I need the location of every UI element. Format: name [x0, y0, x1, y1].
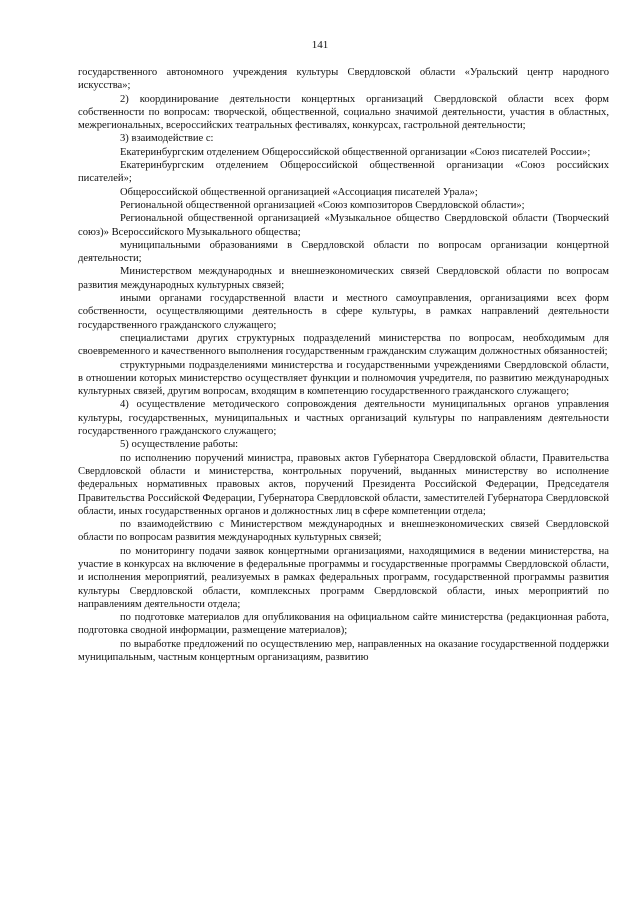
- paragraph: по выработке предложений по осуществлению мер, направленных на оказание государственной поддержки муниципальным, частным концертным организациям, развитию: [78, 638, 609, 664]
- paragraph: государственного автономного учреждения культуры Свердловской области «Уральский центр народного искусства»;: [78, 67, 609, 92]
- paragraph: Региональной общественной организацией «Музыкальное общество Свердловской области (Творческий союз)» Всероссийского Музыкального общества;: [78, 213, 609, 238]
- paragraph: Министерством международных и внешнеэкономических связей Свердловской области по вопросам развития международных культурных связей;: [78, 266, 609, 291]
- paragraph: по мониторингу подачи заявок концертными организациями, находящимися в ведении министерства, на участие в конкурсах на включение в федеральные программы и государственные программы Свердловской области, и исполнения мероприятий, реализуемых в рамках федеральных программ, государственной программы развития культуры Свердловской области, комплексных программ Свердловской области, иных мероприятий по направлениям деятельности отдела;: [78, 545, 609, 610]
- paragraph: 3) взаимодействие с:: [120, 133, 214, 145]
- paragraph: 5) осуществление работы:: [120, 439, 239, 451]
- paragraph: Общероссийской общественной организацией «Ассоциация писателей Урала»;: [120, 186, 478, 198]
- paragraph: иными органами государственной власти и местного самоуправления, организациями всех форм собственности, осуществляющими деятельность в сфере культуры, в рамках направлений деятельности государственного гражданского служащего;: [78, 293, 609, 331]
- page-number: 141: [311, 39, 329, 51]
- paragraph: по исполнению поручений министра, правовых актов Губернатора Свердловской области, Правительства Свердловской области и министерства, контрольных поручений, выданных министерству во исполнение федеральных нормативных правовых актов, поручений Президента Российской Федерации, Председателя Правительства Российской Федерации, Губернатора Свердловской области, заместителей Губернатора Свердловской области, иных государственных органов и должностных лиц в сфере компетенции отдела;: [78, 452, 609, 517]
- paragraph: по подготовке материалов для опубликования на официальном сайте министерства (редакционная работа, подготовка сводной информации, размещение материалов);: [78, 612, 609, 637]
- paragraph: 4) осуществление методического сопровождения деятельности муниципальных органов управления культуры, государственных, муниципальных и частных организаций культуры по направлениям деятельности государственного гражданского служащего;: [78, 399, 609, 438]
- paragraph: Екатеринбургским отделением Общероссийской общественной организации «Союз российских писателей»;: [78, 160, 609, 185]
- paragraph: муниципальными образованиями в Свердловской области по вопросам организации концертной деятельности;: [78, 239, 609, 265]
- paragraph: Екатеринбургским отделением Общероссийской общественной организации «Союз писателей России»;: [120, 146, 591, 158]
- paragraph: 2) координирование деятельности концертных организаций Свердловской области всех форм собственности по вопросам: творческой, общественной, социально значимой деятельности, участия в областных, межрегиональных, всероссийских театральных фестивалях, конкурсах, гастрольной деятельности;: [78, 93, 609, 132]
- document-body: [78, 66, 609, 664]
- paragraph: структурными подразделениями министерства и государственными учреждениями Свердловской области, в отношении которых министерство осуществляет функции и полномочия учредителя, по развитию международных культурных связей, другим вопросам, входящим в компетенцию государственного гражданского служащего;: [78, 359, 609, 398]
- paragraph: специалистами других структурных подразделений министерства по вопросам, необходимым для своевременного и качественного выполнения государственным гражданским служащим должностных обязанностей;: [78, 332, 609, 358]
- paragraph: Региональной общественной организацией «Союз композиторов Свердловской области»;: [120, 199, 525, 211]
- paragraph: по взаимодействию с Министерством международных и внешнеэкономических связей Свердловской области по вопросам развития международных культурных связей;: [78, 519, 609, 544]
